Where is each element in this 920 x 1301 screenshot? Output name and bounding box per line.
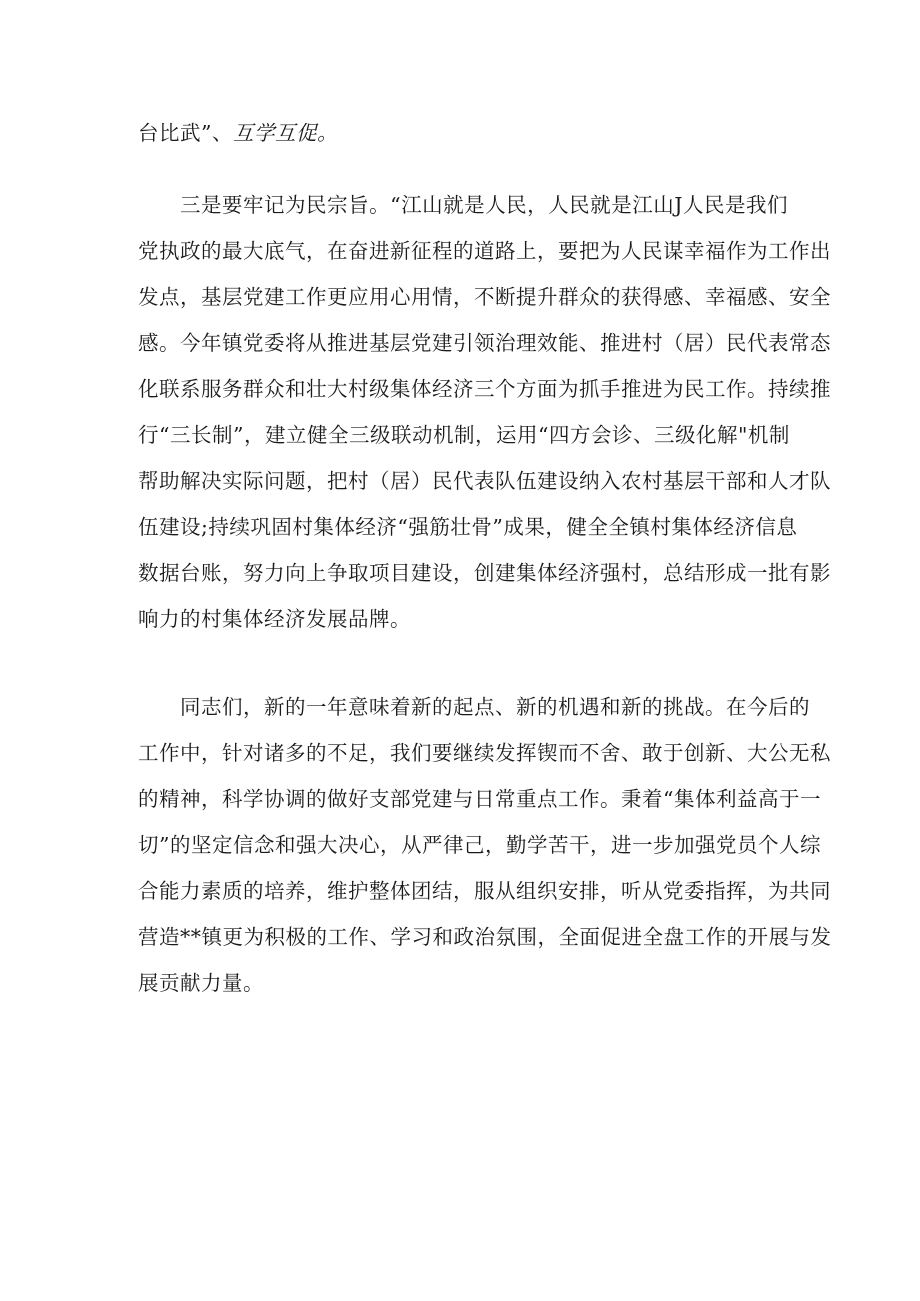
paragraph-first-line: 三是要牢记为民宗旨。“江山就是人民，人民就是江山J人民是我们 bbox=[180, 193, 788, 217]
text-line: 营造**镇更为积极的工作、学习和政治氛围，全面促进全盘工作的开展与发 bbox=[138, 925, 832, 949]
text-line: 帮助解决实际问题，把村（居）民代表队伍建设纳入农村基层干部和人才队 bbox=[138, 469, 831, 493]
paragraph-last-line: 响力的村集体经济发展品牌。 bbox=[138, 607, 411, 631]
text-line: 感。今年镇党委将从推进基层党建引领治理效能、推进村（居）民代表常态 bbox=[138, 331, 831, 355]
text-line: 合能力素质的培养，维护整体团结，服从组织安排，听从党委指挥，为共同 bbox=[138, 879, 831, 903]
text-line: 行“三长制”，建立健全三级联动机制，运用“四方会诊、三级化解"机制 bbox=[138, 423, 790, 447]
paragraph-last-line: 展贡献力量。 bbox=[138, 971, 264, 995]
text-line: 的精神，科学协调的做好支部党建与日常重点工作。秉着“集体利益高于一 bbox=[138, 787, 821, 811]
paragraph-first-line: 同志们，新的一年意味着新的起点、新的机遇和新的挑战。在今后的 bbox=[180, 695, 810, 719]
text-line: 切”的坚定信念和强大决心，从严律己，勤学苦干，进一步加强党员个人综 bbox=[138, 833, 821, 857]
text-run-italic: 互学互促。 bbox=[232, 121, 338, 145]
text-line: 化联系服务群众和壮大村级集体经济三个方面为抓手推进为民工作。持续推 bbox=[138, 377, 831, 401]
text-line: 发点，基层党建工作更应用心用情，不断提升群众的获得感、幸福感、安全 bbox=[138, 285, 831, 309]
text-run: 台比武”、 bbox=[138, 121, 233, 145]
text-line: 党执政的最大底气，在奋进新征程的道路上，要把为人民谋幸福作为工作出 bbox=[138, 239, 831, 263]
text-line: 工作中，针对诸多的不足，我们要继续发挥锲而不舍、敢于创新、大公无私 bbox=[138, 741, 831, 765]
text-line: 伍建设;持续巩固村集体经济“强筋壮骨”成果，健全全镇村集体经济信息 bbox=[138, 515, 798, 539]
text-line: 数据台账，努力向上争取项目建设，创建集体经济强村，总结形成一批有影 bbox=[138, 561, 831, 585]
text-line bbox=[138, 116, 788, 150]
